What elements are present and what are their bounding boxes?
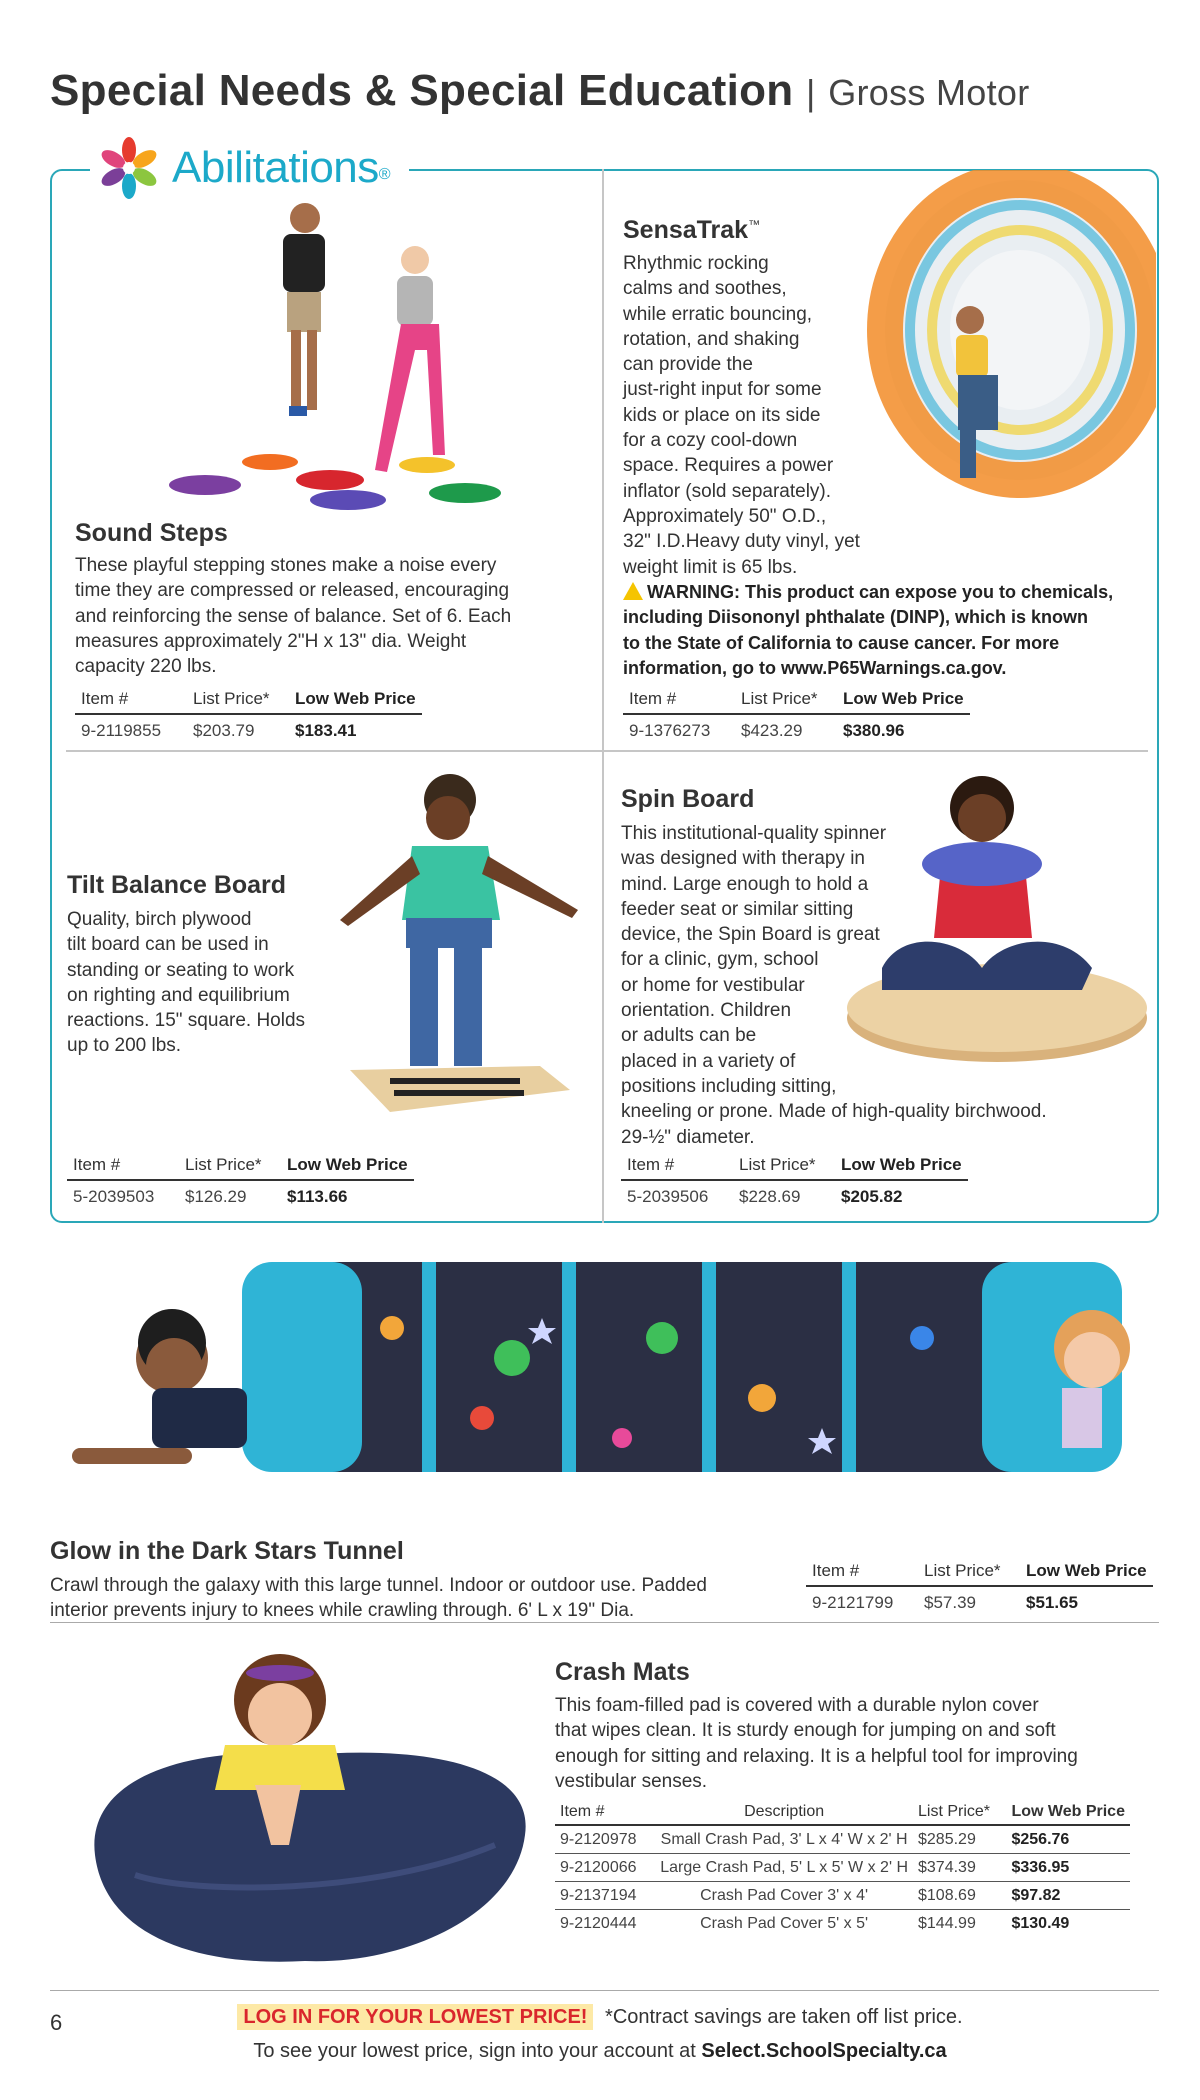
tunnel-price-table: Item # List Price* Low Web Price 9-2121799 $57.39 $51.65	[806, 1558, 1153, 1616]
login-link[interactable]: LOG IN FOR YOUR LOWEST PRICE!	[237, 2004, 593, 2030]
star-people-logo-icon	[96, 135, 162, 201]
page-title	[50, 66, 1030, 116]
table-row: 9-2120978 Small Crash Pad, 3' L x 4' W x 2' H $285.29 $256.76	[555, 1825, 1130, 1854]
page-title-main: Special Needs & Special Education	[50, 66, 794, 115]
page-number: 6	[50, 2010, 63, 2035]
tilt-board-title: Tilt Balance Board	[67, 871, 287, 899]
sensatrak-price-table: Item # List Price* Low Web Price 9-1376273 $423.29 $380.96	[623, 686, 970, 744]
stars-tunnel-photo	[62, 1248, 1162, 1498]
crash-mats-description: This foam-filled pad is covered with a durable nylon cover that wipes clean. It is sturdy enough for jumping on and soft enough for sitting and relaxing. It is a helpful tool for improving vestibular senses.	[555, 1695, 1078, 1792]
panel-horizontal-divider	[66, 750, 1148, 752]
tilt-board-photo	[330, 770, 590, 1140]
panel-vertical-divider	[602, 169, 604, 1223]
tilt-board-price-table: Item # List Price* Low Web Price 5-2039503 $126.29 $113.66	[67, 1152, 414, 1210]
footer-divider	[50, 1990, 1159, 1991]
savings-note: *Contract savings are taken off list price.	[605, 2006, 963, 2028]
warning-triangle-icon	[623, 582, 643, 600]
signin-text: To see your lowest price, sign into your account at	[253, 2040, 696, 2062]
sound-steps-description: These playful stepping stones make a noise every time they are compressed or released, encouraging and reinforcing the sense of balance. Set of 6. Each measures approximately 2"H x 13" dia. Weight capacity 220 lbs.	[75, 555, 512, 678]
footer-line-2	[0, 2040, 1200, 2063]
store-url-link[interactable]: Select.SchoolSpecialty.ca	[701, 2040, 947, 2062]
sensatrak-photo	[860, 170, 1156, 520]
page-subtitle: Gross Motor	[828, 72, 1030, 113]
sensatrak-title: SensaTrak™	[623, 216, 761, 244]
spin-board-price-table: Item # List Price* Low Web Price 5-2039506 $228.69 $205.82	[621, 1152, 968, 1210]
crash-mats-price-table: Item # Description List Price* Low Web Price 9-2120978 Small Crash Pad, 3' L x 4' W x 2' H $285.29 $256.76 9-2120066 Large Crash Pad, 5' L x 5' W x 2' H $374.39 $336.95 9-2137194 Crash Pad Cover 3' x 4' $108.69 $97.82 9-2120444 Crash Pad Cover 5' x 5' $144.99 $130.49	[555, 1800, 1130, 1937]
spin-board-title: Spin Board	[621, 785, 755, 813]
abilitations-logo	[90, 130, 409, 206]
tunnel-description: Crawl through the galaxy with this large tunnel. Indoor or outdoor use. Padded interior prevents injury to knees while crawling through. 6' L x 19" Dia.	[50, 1575, 707, 1622]
brand-name: Abilitations	[172, 143, 379, 192]
footer-line-1	[0, 2006, 1200, 2029]
sensatrak-description: Rhythmic rocking calms and soothes, while erratic bouncing, rotation, and shaking can provide the just-right input for some kids or place on its side for a cozy cool-down space. Requires a power inflator (sold separately). Approximately 50" O.D., 32" I.D.Heavy duty vinyl, yet weight limit is 65 lbs.	[623, 253, 860, 578]
tilt-board-description: Quality, birch plywood tilt board can be used in standing or seating to work on righting and equilibrium reactions. 15" square. Holds up to 200 lbs.	[67, 909, 306, 1057]
sound-steps-title: Sound Steps	[75, 519, 228, 547]
prop65-warning: WARNING: This product can expose you to chemicals, including Diisononyl phthalate (DINP), which is known to the State of California to cause cancer. For more information, go to www.P65Warnings.ca.gov.	[623, 582, 1114, 678]
sound-steps-price-table: Item # List Price* Low Web Price 9-2119855 $203.79 $183.41	[75, 686, 422, 744]
spin-board-photo	[842, 768, 1152, 1073]
spin-board-description: This institutional-quality spinner was designed with therapy in mind. Large enough to hold a feeder seat or similar sitting device, the Spin Board is great for a clinic, gym, school or home for vestibular orientation. Children or adults can be placed in a variety of positions including sitting, kneeling or prone. Made of high-quality birchwood. 29-½" diameter.	[621, 823, 1047, 1148]
sound-steps-photo	[165, 200, 525, 510]
section-divider	[50, 1622, 1159, 1623]
table-row: 9-2120066 Large Crash Pad, 5' L x 5' W x 2' H $374.39 $336.95	[555, 1854, 1130, 1882]
title-separator: |	[806, 72, 816, 113]
table-row: 9-2120444 Crash Pad Cover 5' x 5' $144.99 $130.49	[560, 1915, 1070, 1932]
table-row: 9-2137194 Crash Pad Cover 3' x 4' $108.69 $97.82	[555, 1882, 1130, 1910]
crash-mat-photo	[75, 1645, 535, 1975]
registered-mark: ®	[378, 166, 391, 183]
crash-mats-title: Crash Mats	[555, 1658, 690, 1686]
tunnel-title: Glow in the Dark Stars Tunnel	[50, 1537, 404, 1565]
